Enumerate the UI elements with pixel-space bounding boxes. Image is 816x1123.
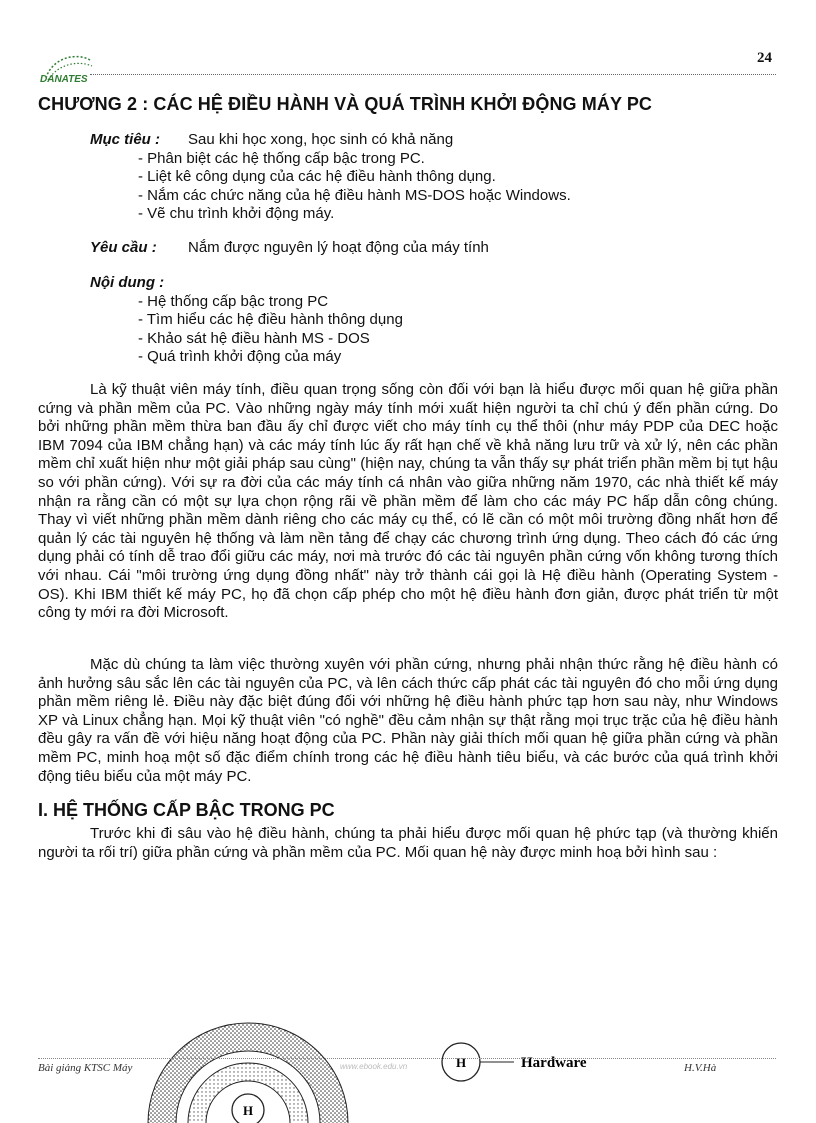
chapter-title: CHƯƠNG 2 : CÁC HỆ ĐIỀU HÀNH VÀ QUÁ TRÌNH KHỞI ĐỘNG MÁY PC xyxy=(38,94,653,114)
requirements-text: Nắm được nguyên lý hoạt động của máy tính xyxy=(188,239,489,256)
objectives-label: Mục tiêu : xyxy=(90,131,160,148)
objective-item: - Phân biệt các hệ thống cấp bậc trong PC. xyxy=(138,149,425,167)
objectives-intro: Sau khi học xong, học sinh có khả năng xyxy=(188,131,454,148)
contents-label: Nội dung : xyxy=(90,274,165,291)
footer-watermark: www.ebook.edu.vn xyxy=(340,1062,408,1071)
footer-author: H.V.Hà xyxy=(684,1062,717,1074)
content-item: - Khảo sát hệ điều hành MS - DOS xyxy=(138,329,370,347)
content-item: - Tìm hiểu các hệ điều hành thông dụng xyxy=(138,311,403,328)
objective-item: - Vẽ chu trình khởi động máy. xyxy=(138,205,335,222)
legend-hardware-label: Hardware xyxy=(521,1055,587,1071)
hardware-core-label: H xyxy=(242,1103,254,1118)
legend-hardware-symbol: H xyxy=(455,1055,467,1070)
footer-course-title: Bài giảng KTSC Máy xyxy=(38,1062,136,1074)
footer-divider xyxy=(38,1058,776,1059)
body-paragraph-2: Mặc dù chúng ta làm việc thường xuyên với phần cứng, nhưng phải nhận thức rằng hệ điều hành có ảnh hưởng sâu sắc lên các tài nguyên của PC, và lên cách thức cấp phát các tài nguyên đó cho mỗi ứng dụng phần mềm riêng lẻ. Điều này đặc biệt đúng đối với những hệ điều hành phức tạp hơn sau này, như Windows XP và Linux chẳng hạn. Mọi kỹ thuật viên "có nghề" đều cảm nhận sự thật rằng mọi trục trặc của hệ điều hành đều gây ra vấn đề với hiệu năng hoạt động của PC. Phần này giải thích mối quan hệ giữa phần cứng và phần mềm PC, minh hoạ một số đặc điểm chính trong các hệ điều hành tiêu biểu, và các bước của quá trình khởi động tiêu biểu của một máy PC. xyxy=(38,656,778,785)
header-divider xyxy=(90,74,776,75)
body-paragraph-1: Là kỹ thuật viên máy tính, điều quan trọng sống còn đối với bạn là hiểu được mối quan hệ giữa phần cứng và phần mềm của PC. Vào những ngày máy tính mới xuất hiện người ta chỉ chú ý đến phần cứng. Do bởi những phần mềm thừa ban đầu ấy chỉ được viết cho máy tính cụ thể thôi (như máy PDP của DEC hoặc IBM 7094 của IBM chẳng hạn) và các máy tính lúc ấy rất hạn chế về khả năng lưu trữ và xử lý, nên các phần mềm chỉ xuất hiện như một giải pháp sau cùng" (hiện nay, chúng ta vẫn thấy sự phát triển phần mềm bị tụt hậu so với phần cứng). Với sự ra đời của các máy tính cá nhân vào giữa những năm 1970, các nhà thiết kế máy nhận ra rằng cần có một sự lựa chọn rộng rãi về phần mềm để làm cho các máy PC hấp dẫn công chúng. Thay vì viết những phần mềm dành riêng cho các máy cụ thể, có lẽ cần có một môi trường đồng nhất hơn để quản lý các tài nguyên hệ thống và làm nền tảng để chạy các chương trình ứng dụng. Theo cách đó các ứng dụng phải có tính dễ trao đổi giữu các máy, nơi mà trước đó các tài nguyên phần cứng vốn không tương thích với nhau. Cái "môi trường ứng dụng đồng nhất" này trở thành cái gọi là Hệ điều hành (Operating System - OS). Khi IBM thiết kế máy PC, họ đã chọn cấp phép cho một hệ điều hành đơn giản, được phát triển từ một công ty mới ra đời Microsoft. xyxy=(38,381,778,622)
requirements-block xyxy=(90,239,489,258)
danates-logo xyxy=(38,50,98,90)
section-intro-paragraph: Trước khi đi sâu vào hệ điều hành, chúng ta phải hiểu được mối quan hệ phức tạp (và thường khiến người ta rối trí) giữa phần cứng và phần mềm của PC. Mối quan hệ này được minh hoạ bởi hình sau : xyxy=(38,825,778,861)
logo-text: DANATES xyxy=(40,74,88,85)
content-item: - Hệ thống cấp bậc trong PC xyxy=(138,292,329,310)
page-number: 24 xyxy=(757,50,772,66)
objective-item: - Liệt kê công dụng của các hệ điều hành thông dụng. xyxy=(138,168,496,185)
contents-block xyxy=(90,274,403,367)
objectives-block xyxy=(90,131,571,224)
section-title: I. HỆ THỐNG CẤP BẬC TRONG PC xyxy=(38,800,335,820)
content-item: - Quá trình khởi động của máy xyxy=(138,348,342,365)
objective-item: - Nắm các chức năng của hệ điều hành MS-DOS hoặc Windows. xyxy=(138,186,571,204)
requirements-label: Yêu cầu : xyxy=(90,239,157,256)
